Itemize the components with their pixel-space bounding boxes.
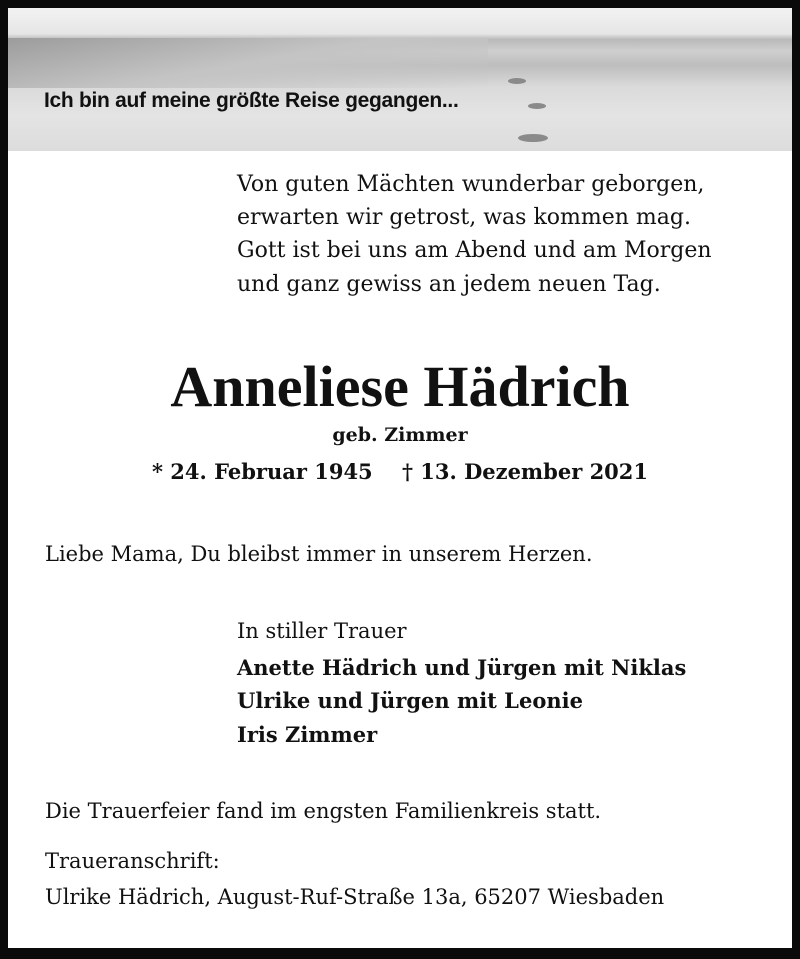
message: Liebe Mama, Du bleibst immer in unserem Herzen. <box>45 542 593 566</box>
poem-line: Von guten Mächten wunderbar geborgen, <box>237 172 705 197</box>
mourner-name: Anette Hädrich und Jürgen mit Niklas <box>237 655 687 680</box>
mourners-intro: In stiller Trauer <box>237 619 407 643</box>
death-date: † 13. Dezember 2021 <box>401 459 649 484</box>
poem-line: erwarten wir getrost, was kommen mag. <box>237 205 691 230</box>
address-label: Traueranschrift: <box>45 849 220 873</box>
mourner-name: Ulrike und Jürgen mit Leonie <box>237 688 583 713</box>
deceased-name: Anneliese Hädrich <box>170 354 630 419</box>
ceremony-note: Die Trauerfeier fand im engsten Familienkreis statt. <box>45 799 602 823</box>
footprint <box>508 78 526 84</box>
mourner-name: Iris Zimmer <box>237 722 378 747</box>
footprint <box>528 103 546 109</box>
poem-line: Gott ist bei uns am Abend und am Morgen <box>237 238 712 263</box>
birth-name: geb. Zimmer <box>332 424 468 446</box>
address-value: Ulrike Hädrich, August-Ruf-Straße 13a, 65207 Wiesbaden <box>45 885 665 909</box>
tagline: Ich bin auf meine größte Reise gegangen... <box>44 89 459 112</box>
beach-footprints-image <box>8 8 792 151</box>
sea-shape <box>8 38 488 88</box>
poem-line: und ganz gewiss an jedem neuen Tag. <box>237 272 661 297</box>
footprint <box>518 134 548 142</box>
birth-date: * 24. Februar 1945 <box>151 459 373 484</box>
life-dates <box>0 461 800 482</box>
